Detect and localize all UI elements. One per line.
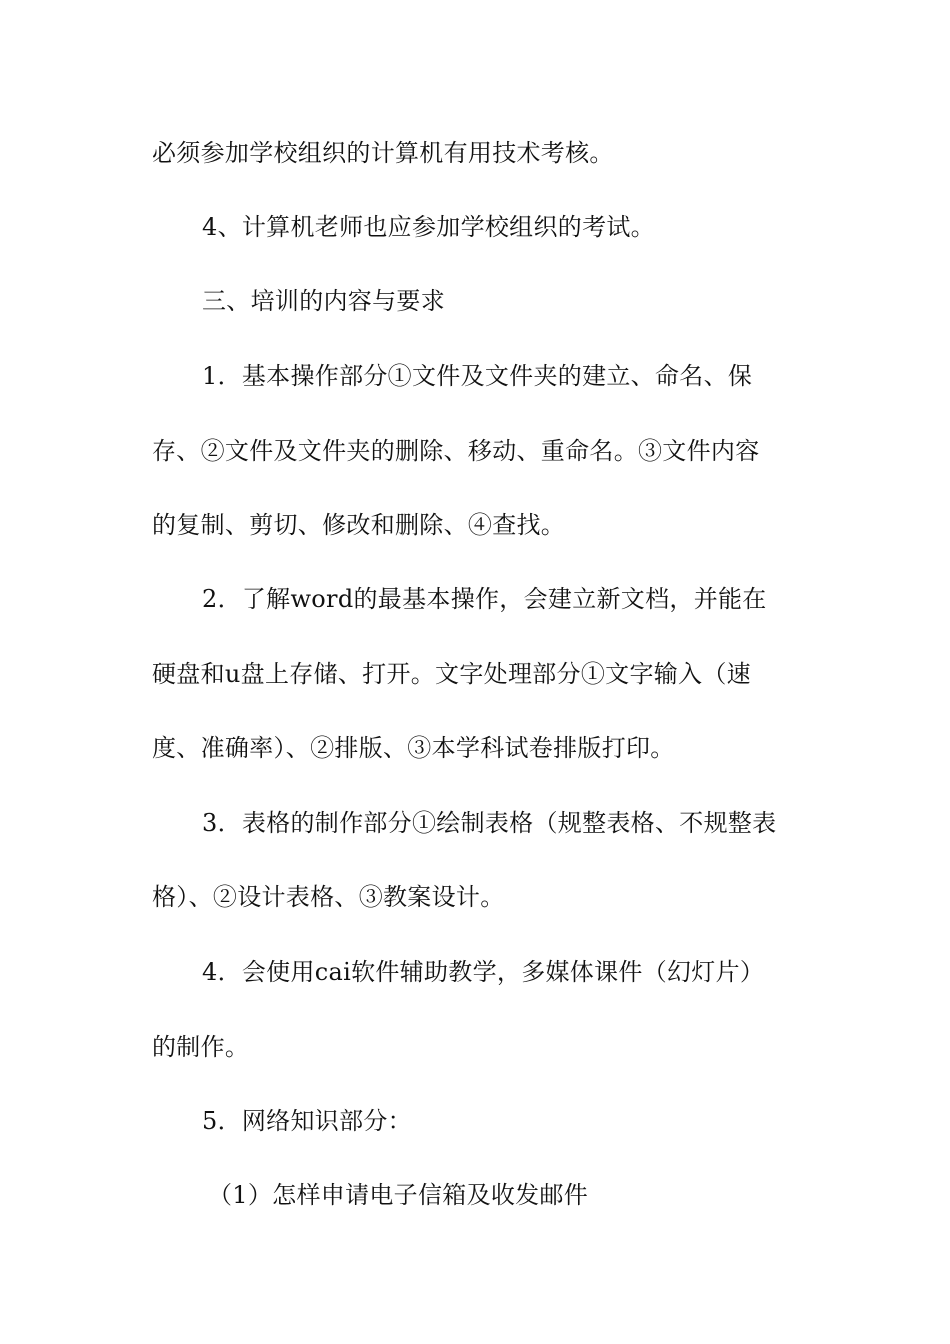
- paragraph-line: 2．了解word的最基本操作，会建立新文档，并能在: [202, 585, 767, 613]
- section-heading: 三、培训的内容与要求: [202, 287, 445, 315]
- paragraph-line: 必须参加学校组织的计算机有用技术考核。: [152, 139, 614, 167]
- paragraph-line: 1．基本操作部分①文件及文件夹的建立、命名、保: [202, 362, 753, 390]
- paragraph-line: 度、准确率）、②排版、③本学科试卷排版打印。: [152, 734, 675, 762]
- paragraph-line: 5．网络知识部分：: [202, 1107, 412, 1135]
- paragraph-line: 的制作。: [152, 1033, 250, 1061]
- paragraph-line: 4．会使用cai软件辅助教学，多媒体课件（幻灯片）: [202, 958, 765, 986]
- paragraph-line: 4、计算机老师也应参加学校组织的考试。: [202, 213, 655, 241]
- list-item: （1）怎样申请电子信箱及收发邮件: [208, 1181, 589, 1209]
- paragraph-line: 的复制、剪切、修改和删除、④查找。: [152, 511, 566, 539]
- paragraph-line: 3．表格的制作部分①绘制表格（规整表格、不规整表: [202, 809, 777, 837]
- paragraph-line: 存、②文件及文件夹的删除、移动、重命名。③文件内容: [152, 437, 760, 465]
- paragraph-line: 格）、②设计表格、③教案设计。: [152, 883, 505, 911]
- paragraph-line: 硬盘和u盘上存储、打开。文字处理部分①文字输入（速: [152, 660, 751, 688]
